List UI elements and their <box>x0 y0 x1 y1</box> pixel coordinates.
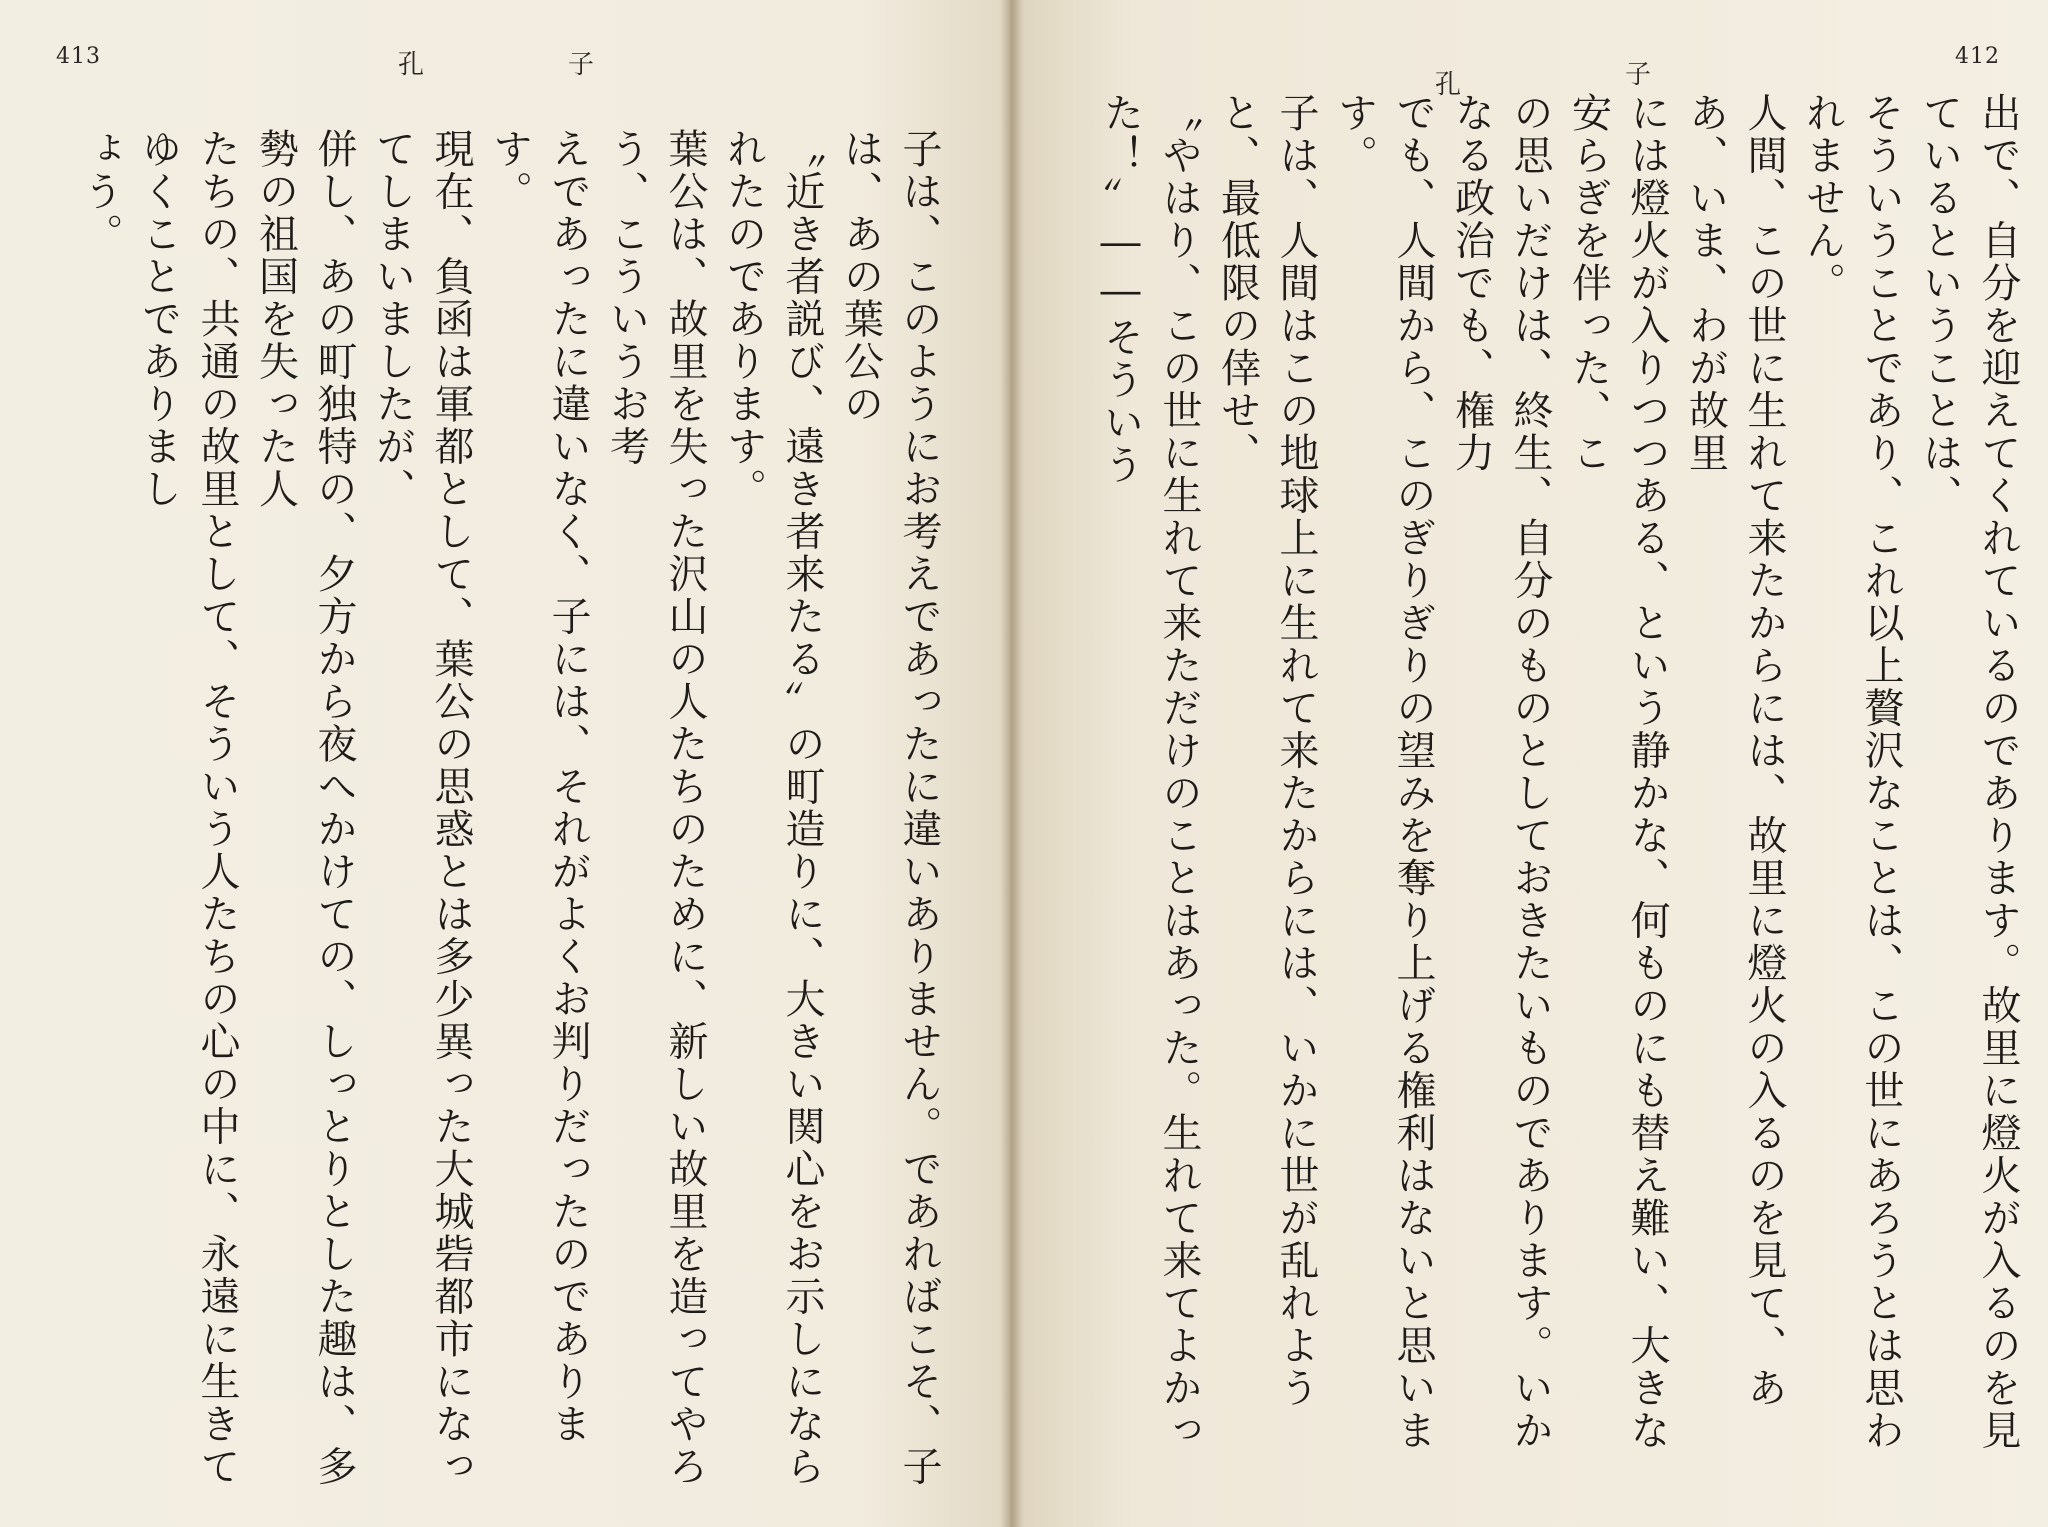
page-number-right: 412 <box>1955 44 2000 69</box>
header-char-2: 子 <box>1625 60 1652 90</box>
page-number-left: 413 <box>56 44 101 69</box>
header-char-1: 孔 <box>1435 70 1462 100</box>
body-text-left: 子は、このようにお考えであったに違いありません。であればこそ、子は、あの葉公の 〝近き者説び、遠き者来たる〟の町造りに、大きい関心をお示しになられたのであります。 葉公は、故里を失った沢山の人たちのために、新しい故里を造ってやろう、こういうお考 えであったに違いなく、子には、それがよくお判りだったのであります。 現在、負函は軍都として、葉公の思惑とは多少異った大城砦都市になってしまいましたが、 併し、あの町独特の、夕方から夜へかけての、しっとりとした趣は、多勢の祖国を失った人 たちの、共通の故里として、そういう人たちの心の中に、永遠に生きてゆくことでありまし ょう。 <box>77 128 942 1488</box>
header-char-2: 子 <box>568 50 595 80</box>
left-page <box>0 0 1010 1527</box>
header-char-1: 孔 <box>398 50 425 80</box>
book-gutter <box>1000 0 1024 1527</box>
right-page <box>1010 0 2048 1527</box>
body-text-right: 出で、自分を迎えてくれているのであります。故里に燈火が入るのを見ているということは、 そういうことであり、これ以上贅沢なことは、この世にあろうとは思われません。 人間、この世に生れて来たからには、故里に燈火の入るのを見て、ああ、いま、わが故里 には燈火が入りつつある、という静かな、何ものにも替え難い、大きな安らぎを伴った、こ の思いだけは、終生、自分のものとしておきたいものであります。いかなる政治でも、権力 でも、人間から、このぎりぎりの望みを奪り上げる権利はないと思います。 子は、人間はこの地球上に生れて来たからには、いかに世が乱れようと、最低限の倖せ、 〝やはり、この世に生れて来ただけのことはあった。生れて来てよかった！〟――そういう <box>1097 92 2021 1452</box>
